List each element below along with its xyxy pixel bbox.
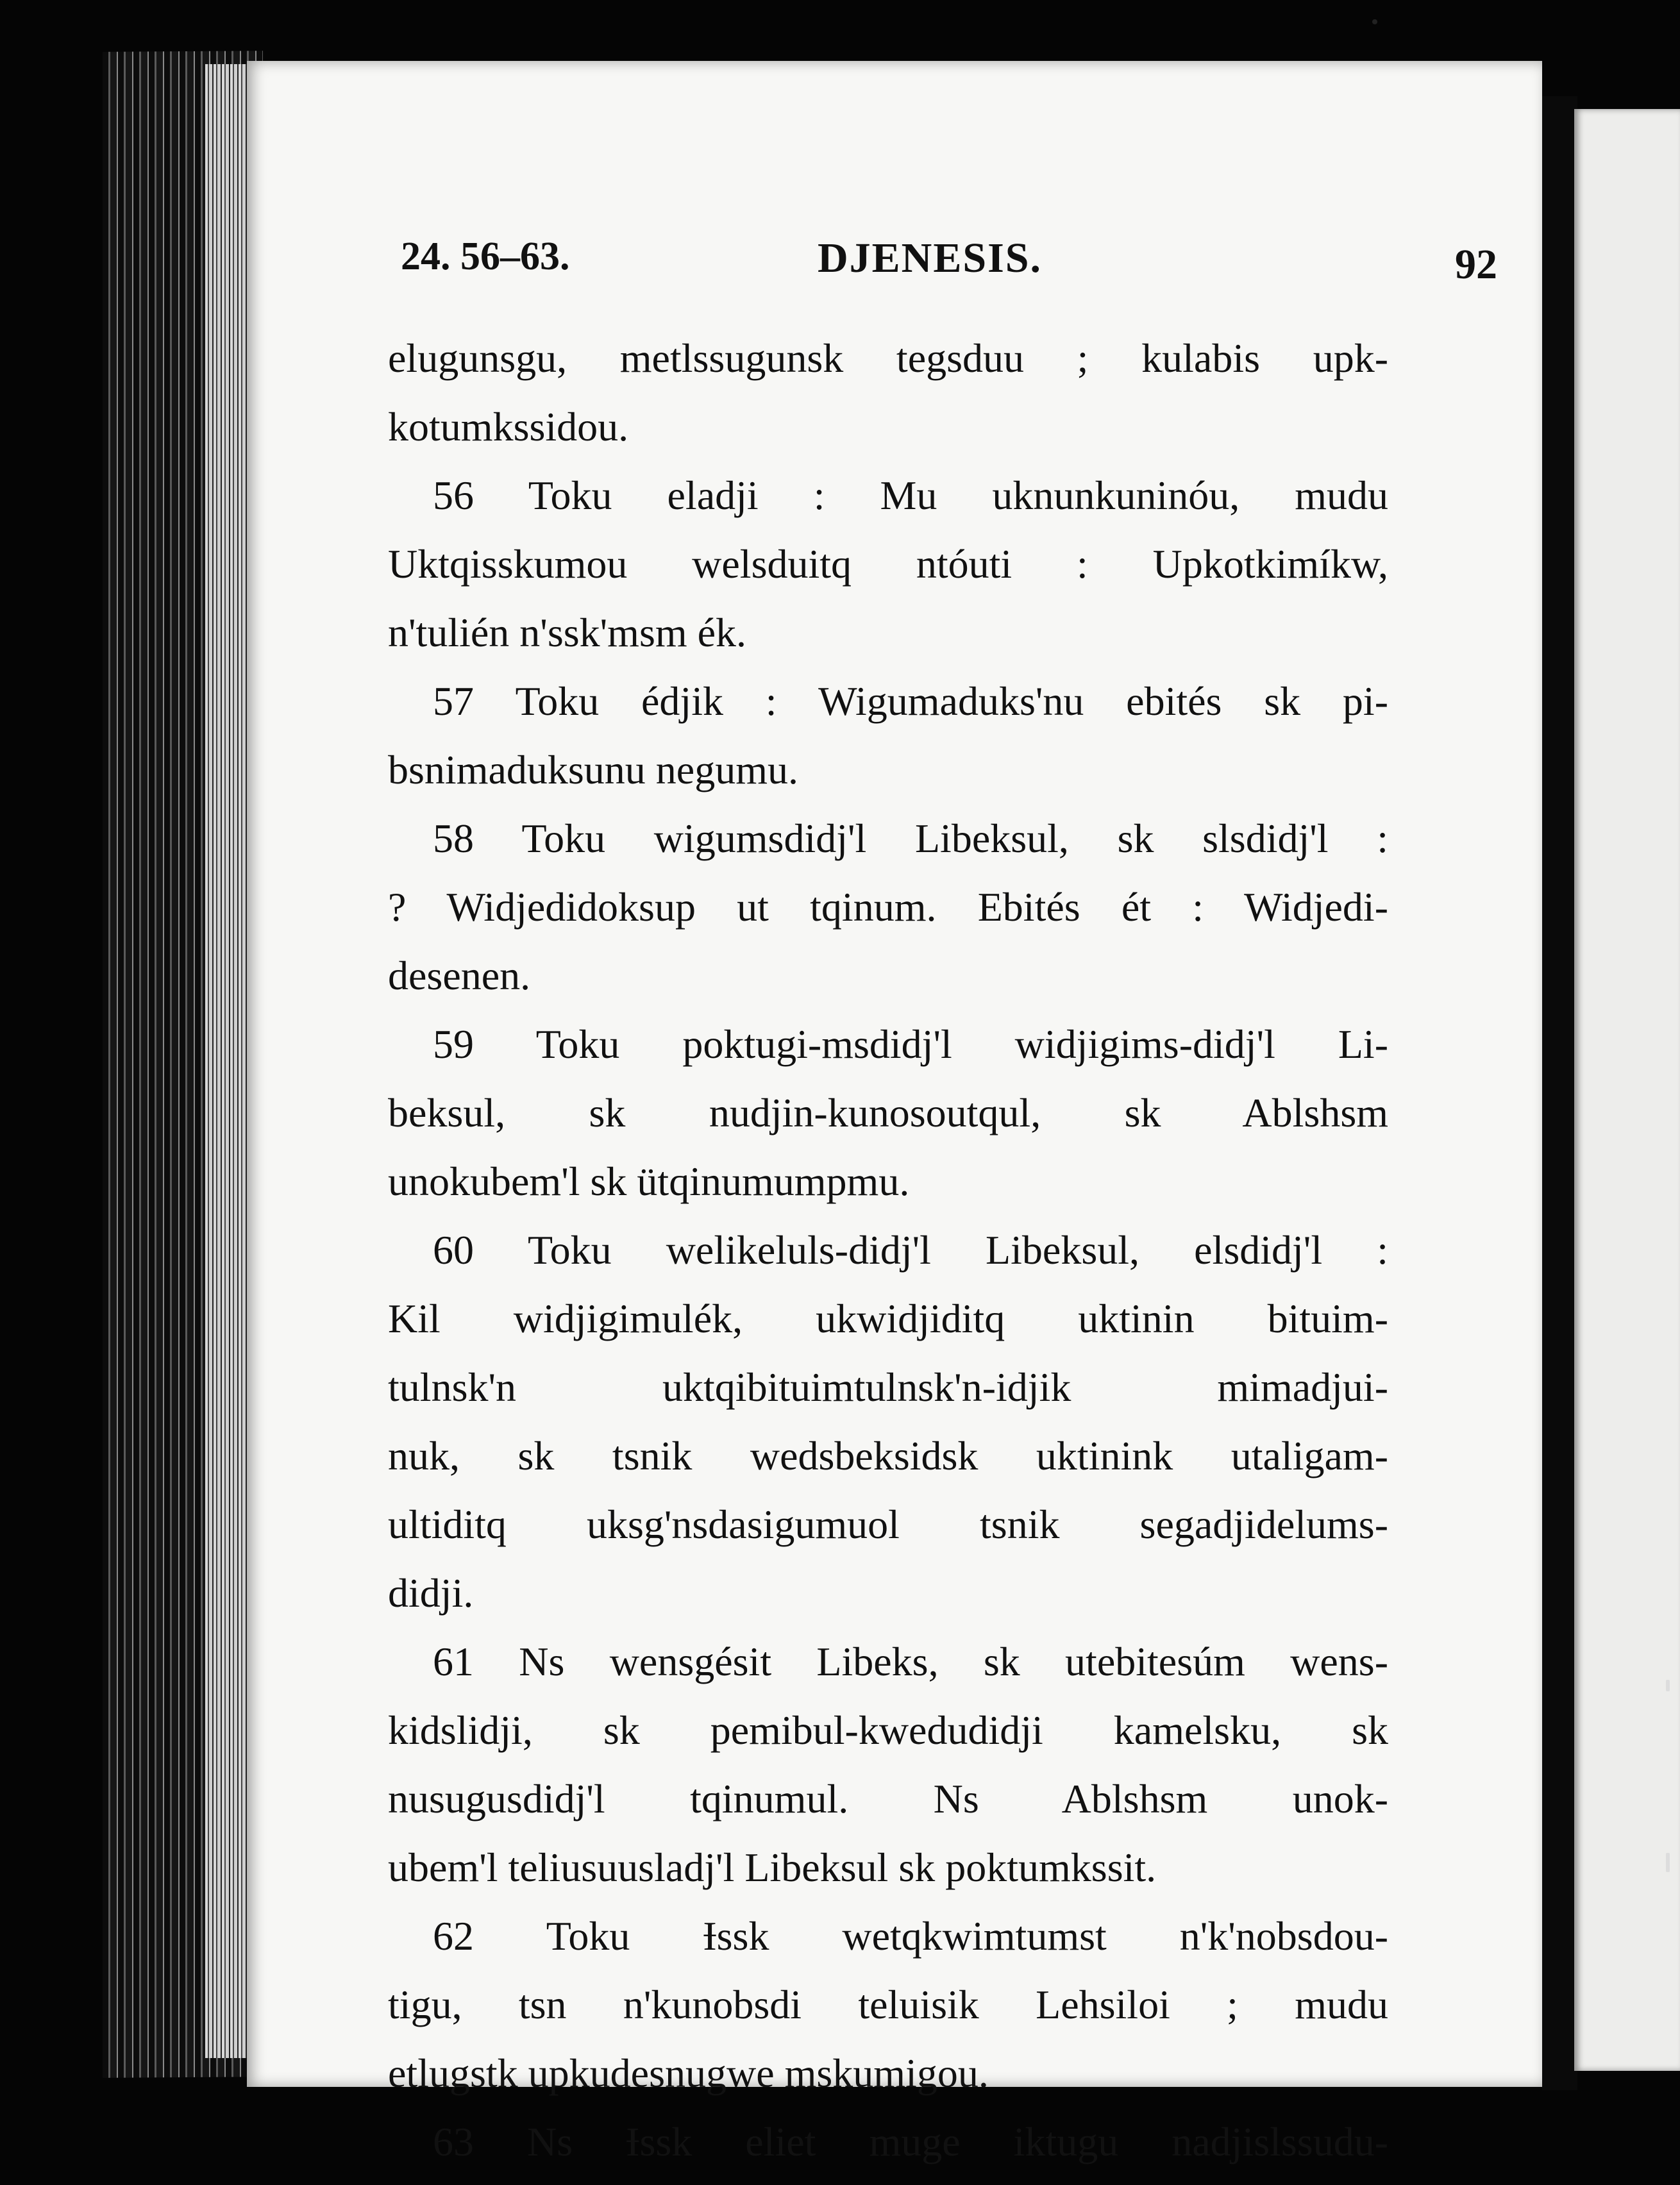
book-title: DJENESIS.	[818, 235, 1042, 281]
text-line: beksul, sk nudjin-kunosoutqul, sk Ablshsm	[388, 1090, 1388, 1135]
text-line: Uktqisskumou welsduitq ntóuti : Upkotkimíkw,	[388, 541, 1388, 587]
text-line: 56 Toku eladji : Mu uknunkuninóu, mudu	[433, 473, 1388, 518]
text-line: nuk, sk tsnik wedsbeksidsk uktinink utaligam-	[388, 1433, 1388, 1478]
edge-mark	[1666, 1680, 1670, 1691]
text-line: 59 Toku poktugi-msdidj'l widjigims-didj'l Li-	[433, 1021, 1388, 1067]
text-line: 63 Ns Ɨssk eliet muge iktugu nadjislssudu-	[433, 2119, 1388, 2164]
text-line: tulnsk'n uktqibituimtulnsk'n-idjik mimadjui-	[388, 1364, 1388, 1410]
text-line: unokubem'l sk ütqinumumpmu.	[388, 1159, 910, 1204]
text-line: 60 Toku welikeluls-didj'l Libeksul, elsdidj'l :	[433, 1227, 1388, 1273]
text-line: 62 Toku Ɨssk wetqkwimtumst n'k'nobsdou-	[433, 1913, 1388, 1959]
text-line: 57 Toku édjik : Wigumaduks'nu ebités sk pi-	[433, 678, 1388, 724]
book-page	[247, 61, 1542, 2164]
text-line: didji.	[388, 1570, 474, 1616]
text-line: etlugstk upkudesnugwe mskumigou.	[388, 2050, 989, 2096]
text-line: kotumkssidou.	[388, 404, 629, 449]
text-line: nusugusdidj'l tqinumul. Ns Ablshsm unok-	[388, 1776, 1388, 1821]
facing-page-sliver	[1574, 109, 1680, 2071]
dust-speck	[1372, 19, 1377, 24]
text-line: Kil widjigimulék, ukwidjiditq uktinin bituim-	[388, 1296, 1388, 1341]
edge-mark	[1666, 1853, 1670, 1872]
text-line: tigu, tsn n'kunobsdi teluisik Lehsiloi ; mudu	[388, 1982, 1388, 2027]
chapter-verse-reference: 24. 56–63.	[401, 235, 570, 278]
page-body-text	[388, 324, 1388, 2176]
text-line: 61 Ns wensgésit Libeks, sk utebitesúm wens-	[433, 1639, 1388, 1684]
text-line: kidslidji, sk pemibul-kwedudidji kamelsku, sk	[388, 1707, 1388, 1753]
text-line: bsnimaduksunu negumu.	[388, 747, 798, 792]
text-line: ubem'l teliusuusladj'l Libeksul sk poktumkssit.	[388, 1845, 1157, 1890]
page-number: 92	[1455, 241, 1497, 288]
page-edge-lines	[205, 64, 250, 2058]
text-line: desenen.	[388, 953, 531, 998]
gutter-shadow	[1542, 96, 1577, 2090]
text-line: 58 Toku wigumsdidj'l Libeksul, sk slsdidj'l :	[433, 816, 1388, 861]
text-line: ? Widjedidoksup ut tqinum. Ebités ét : Widjedi-	[388, 884, 1388, 930]
text-line: ultiditq uksg'nsdasigumuol tsnik segadjidelums-	[388, 1502, 1388, 1547]
text-line: elugunsgu, metlssugunsk tegsduu ; kulabis upk-	[388, 335, 1388, 381]
text-line: n'tulién n'ssk'msm ék.	[388, 610, 747, 655]
running-header	[401, 221, 1497, 298]
